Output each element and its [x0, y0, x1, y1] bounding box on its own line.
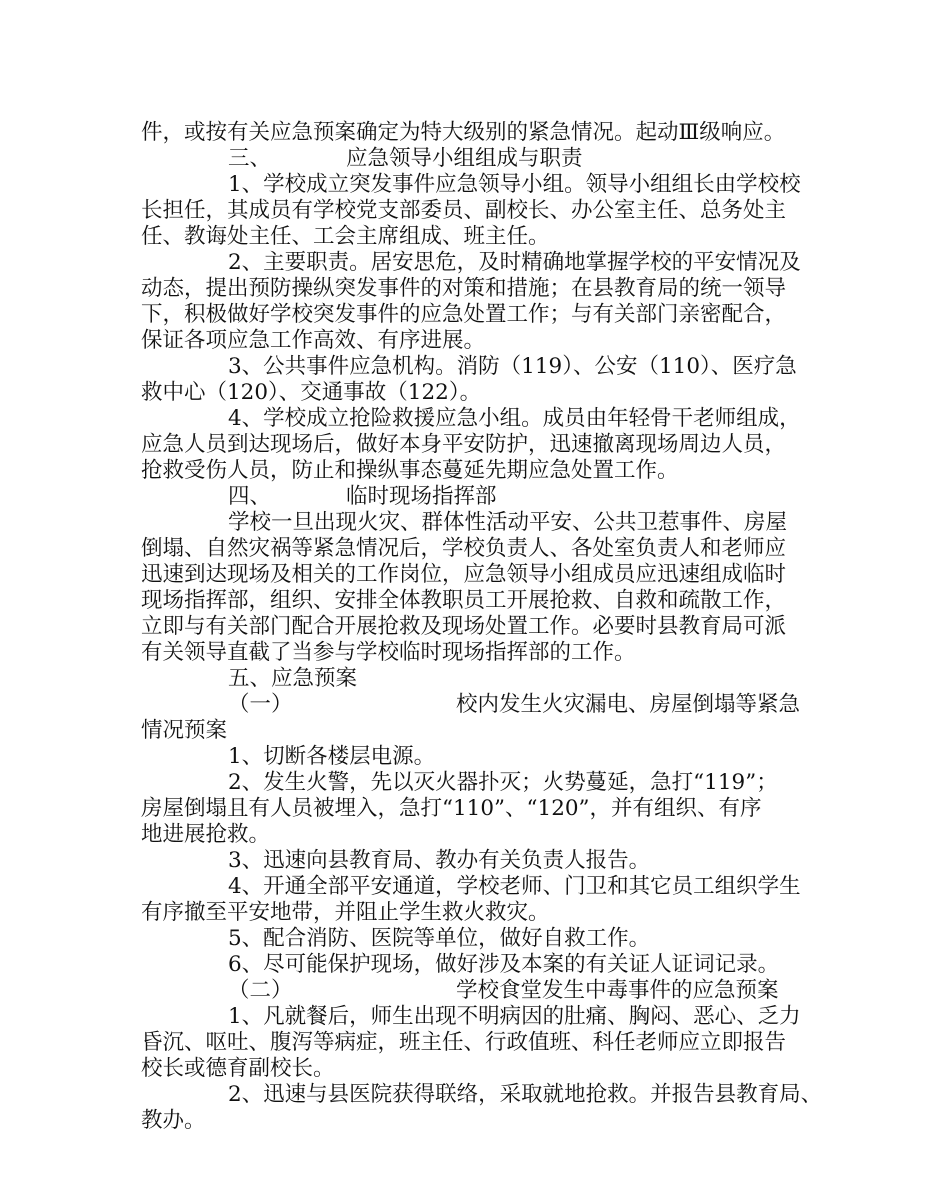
text-line: 昏沉、呕吐、腹泻等病症，班主任、行政值班、科任老师应立即报告	[141, 1030, 787, 1055]
subsection-title: 学校食堂发生中毒事件的应急预案	[456, 978, 779, 1003]
text-line: 4、学校成立抢险救援应急小组。成员由年轻骨干老师组成，	[228, 406, 801, 431]
text-line: 任、教诲处主任、工会主席组成、班主任。	[141, 224, 550, 249]
text-line: 立即与有关部门配合开展抢救及现场处置工作。必要时县教育局可派	[141, 614, 787, 639]
section-number: 三、	[228, 146, 272, 171]
text-line: 6、尽可能保护现场，做好涉及本案的有关证人证词记录。	[228, 952, 780, 977]
section-number: 四、	[228, 484, 272, 509]
text-line: 抢救受伤人员，防止和操纵事态蔓延先期应急处置工作。	[141, 458, 679, 483]
text-line: 救中心（120）、交通事故（122）。	[141, 380, 482, 405]
section-title: 临时现场指挥部	[346, 484, 497, 509]
text-line: 动态，提出预防操纵突发事件的对策和措施；在县教育局的统一领导	[141, 276, 787, 301]
text-line: 情况预案	[141, 718, 228, 743]
text-line: 校长或德育副校长。	[141, 1056, 335, 1081]
text-line: 学校一旦出现火灾、群体性活动平安、公共卫惹事件、房屋	[228, 510, 788, 535]
text-line: 有序撤至平安地带，并阻止学生救火救灾。	[141, 900, 550, 925]
text-line: 5、配合消防、医院等单位，做好自救工作。	[228, 926, 651, 951]
text-line: 应急人员到达现场后，做好本身平安防护，迅速撤离现场周边人员，	[141, 432, 787, 457]
text-line: 件，或按有关应急预案确定为特大级别的紧急情况。起动Ⅲ级响应。	[141, 120, 786, 145]
text-line: 3、公共事件应急机构。消防（119）、公安（110）、医疗急	[228, 354, 797, 379]
text-line: 2、发生火警，先以灭火器扑灭；火势蔓延，急打“119”；	[228, 770, 778, 795]
section-5-heading: 五、应急预案	[228, 666, 358, 691]
text-line: 迅速到达现场及相关的工作岗位，应急领导小组成员应迅速组成临时	[141, 562, 787, 587]
text-line: 保证各项应急工作高效、有序进展。	[141, 328, 486, 353]
text-line: 现场指挥部，组织、安排全体教职员工开展抢救、自救和疏散工作，	[141, 588, 787, 613]
text-line: 1、切断各楼层电源。	[228, 744, 436, 769]
text-line: 房屋倒塌且有人员被埋入，急打“110”、“120”，并有组织、有序	[141, 796, 762, 821]
text-line: 下，积极做好学校突发事件的应急处置工作；与有关部门亲密配合，	[141, 302, 787, 327]
text-line: 1、凡就餐后，师生出现不明病因的肚痛、胸闷、恶心、乏力	[228, 1004, 801, 1029]
text-line: 地进展抢救。	[141, 822, 271, 847]
subsection-number: （一）	[228, 692, 293, 717]
text-line: 长担任，其成员有学校党支部委员、副校长、办公室主任、总务处主	[141, 198, 787, 223]
text-line: 2、主要职责。居安思危，及时精确地掌握学校的平安情况及	[228, 250, 801, 275]
text-line: 教办。	[141, 1108, 206, 1133]
text-line: 有关领导直截了当参与学校临时现场指挥部的工作。	[141, 640, 636, 665]
text-line: 4、开通全部平安通道，学校老师、门卫和其它员工组织学生	[228, 874, 801, 899]
subsection-title: 校内发生火灾漏电、房屋倒塌等紧急	[456, 692, 801, 717]
text-line: 1、学校成立突发事件应急领导小组。领导小组组长由学校校	[228, 172, 801, 197]
section-title: 应急领导小组组成与职责	[346, 146, 583, 171]
text-line: 倒塌、自然灾祸等紧急情况后，学校负责人、各处室负责人和老师应	[141, 536, 787, 561]
subsection-number: （二）	[228, 978, 293, 1003]
text-line: 3、迅速向县教育局、教办有关负责人报告。	[228, 848, 651, 873]
text-line: 2、迅速与县医院获得联络，采取就地抢救。并报告县教育局、	[228, 1082, 823, 1107]
